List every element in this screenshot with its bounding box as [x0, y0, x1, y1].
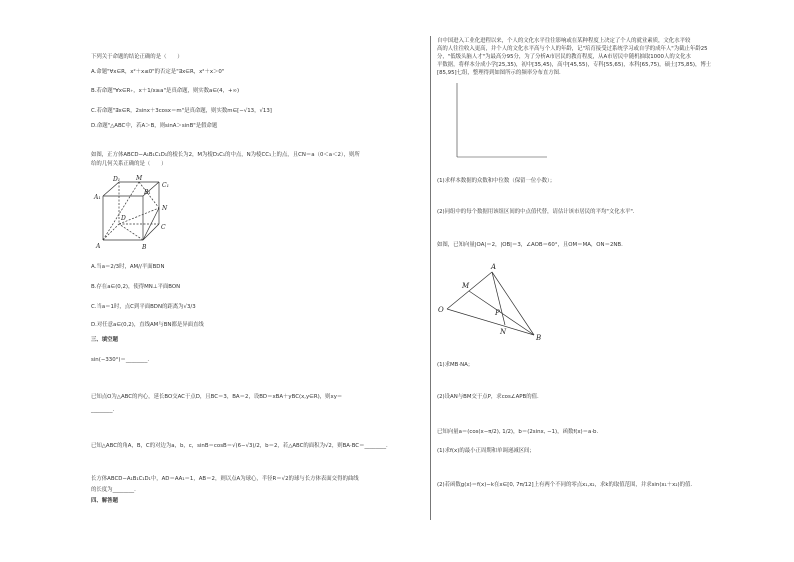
q1-stem: 下列关于命题的结论正确的是（ ）: [91, 54, 183, 60]
vector-triangle-figure: [437, 260, 549, 344]
q2-option-a: A.当a＝2/3时，AM//平面BDN: [91, 264, 165, 270]
p1-line2: 高的人往往收入更高，并个人的文化水平高与个人的年龄，记"培育接受过系统学习或自学的成年人"为截止年龄25: [437, 46, 708, 52]
p1-line3: 分，"低级头脑人才"为最高分95分，为了分析A市居民的教育程度，从A市居民中随机抽取1000人的文化水: [437, 54, 691, 60]
section-answer-heading: 四、解答题: [91, 498, 118, 504]
tri-label-n: N: [500, 328, 507, 336]
p1-line5: [85,95]七组，整理得到如图所示的频率分布直方图.: [437, 70, 561, 76]
tri-label-o: O: [438, 306, 444, 314]
cube-label-a: A: [96, 243, 101, 250]
q2-stem-line2: 给的几何关系正确的是（ ）: [91, 161, 167, 167]
q2-option-b: B.存在a∈(0,2)，使得MN⊥平面BON: [91, 284, 181, 290]
q1-option-c: C.若命题"∃x∈R，2sinx＋3cosx＝m"是真命题，则实数m∈[−√13，√13]: [91, 108, 272, 114]
p2-question-2: (2)设AN与BM交于点P，求cos∠APB的值.: [437, 394, 539, 400]
q2-option-d: D.对任意a∈(0,2)，直线AM与BN都是异面直线: [91, 322, 204, 328]
cube-label-d1: D₁: [113, 176, 121, 183]
p1-question-1: (1)求样本数据的众数和中位数（保留一位小数）；: [437, 178, 556, 184]
fill-in-2-line2: ________.: [91, 407, 115, 413]
p2-question-1: (1)求MB·NA；: [437, 362, 474, 368]
tri-label-m: M: [462, 282, 470, 290]
p1-line4: 平数据，将样本分成小学[25,35)，初中[35,45)，高中[45,55)，专科[55,65)，本科[65,75)，硕士[75,85)，博士: [437, 62, 712, 68]
section-fill-in-heading: 三、填空题: [91, 337, 118, 343]
cube-label-c1: C₁: [162, 182, 169, 189]
q2-stem-line1: 如图，正方体ABCD−A₁B₁C₁D₁的棱长为2，M为棱D₁C₁的中点，N为棱CC₁上的点，且CN＝a（0＜a＜2），则所: [91, 152, 360, 158]
p3-question-2: (2)若函数g(x)＝f(x)−k在x∈[0, 7π/12]上有两个不同的零点x₁,x₂，求k的取值范围，并求sin(x₁＋x₂)的值.: [437, 482, 693, 488]
q1-option-d: D.命题"△ABC中，若A＞B，则sinA＞sinB"是假命题: [91, 123, 218, 129]
frequency-histogram: [437, 79, 577, 169]
p3-stem: 已知向量a＝(cos(x−π/2), 1/2)，b＝(2sinx, −1)，函数f(x)＝a·b.: [437, 429, 599, 435]
column-divider: [430, 36, 431, 520]
q1-option-a: A.命题"∀x∈R，x²＋x≤0"的否定是"∃x∈R，x²＋x＞0": [91, 69, 225, 75]
tri-label-b: B: [536, 334, 542, 342]
p1-line1: 自中国进入工业化进程以来，个人的文化水平往往影响或在某种程度上决定了个人的就业素质，文化水平较: [437, 38, 691, 44]
fill-in-2-line1: 已知点O为△ABC的内心，延长BO交AC于点D，且BC＝3，BA＝2，设BD＝xBA＋yBC(x,y∈R)，则xy＝: [91, 394, 343, 400]
cube-label-d: D: [121, 215, 126, 222]
tri-label-p: P: [495, 309, 500, 317]
cube-label-a1: A₁: [94, 194, 101, 201]
cube-label-c: C: [161, 224, 166, 231]
fill-in-3: 已知△ABC的角A，B，C的对边为a，b，c，sinB＝cosB＝√(6−√3)/2，b＝2，若△ABC的面积为√2，则BA·BC＝________.: [91, 443, 388, 449]
cube-label-b: B: [142, 244, 147, 251]
fill-in-1: sin(−330°)＝________.: [91, 357, 150, 363]
cube-label-n: N: [162, 205, 168, 212]
fill-in-4-line1: 长方体ABCD−A₁B₁C₁D₁中，AD＝AA₁＝1，AB＝2，则以点A为球心，半径R＝√2的球与长方体表面交得的曲线: [91, 476, 359, 482]
tri-label-a: A: [491, 263, 497, 271]
q1-option-b: B.若命题"∀x∈R₊，x＋1/x≥a"是真命题，则实数a∈(4，+∞): [91, 88, 240, 94]
p1-question-2: (2)同组中的每个数据用该组区间的中点值代替，请估计该市居民的平均"文化水平".: [437, 209, 635, 215]
cube-label-b1: B₁: [144, 189, 151, 196]
q2-option-c: C.当a＝1时，点C到平面BDN的距离为√3/3: [91, 304, 196, 310]
p2-stem: 如图，已知向量|OA|＝2，|OB|＝3，∠AOB＝60°，且OM＝MA，ON＝2NB.: [437, 242, 623, 248]
p3-question-1: (1)求f(x)的最小正周期和单调递减区间；: [437, 448, 535, 454]
cube-label-m: M: [136, 175, 143, 182]
cube-figure: [92, 172, 188, 254]
fill-in-4-line2: 的长度为________.: [91, 487, 136, 493]
